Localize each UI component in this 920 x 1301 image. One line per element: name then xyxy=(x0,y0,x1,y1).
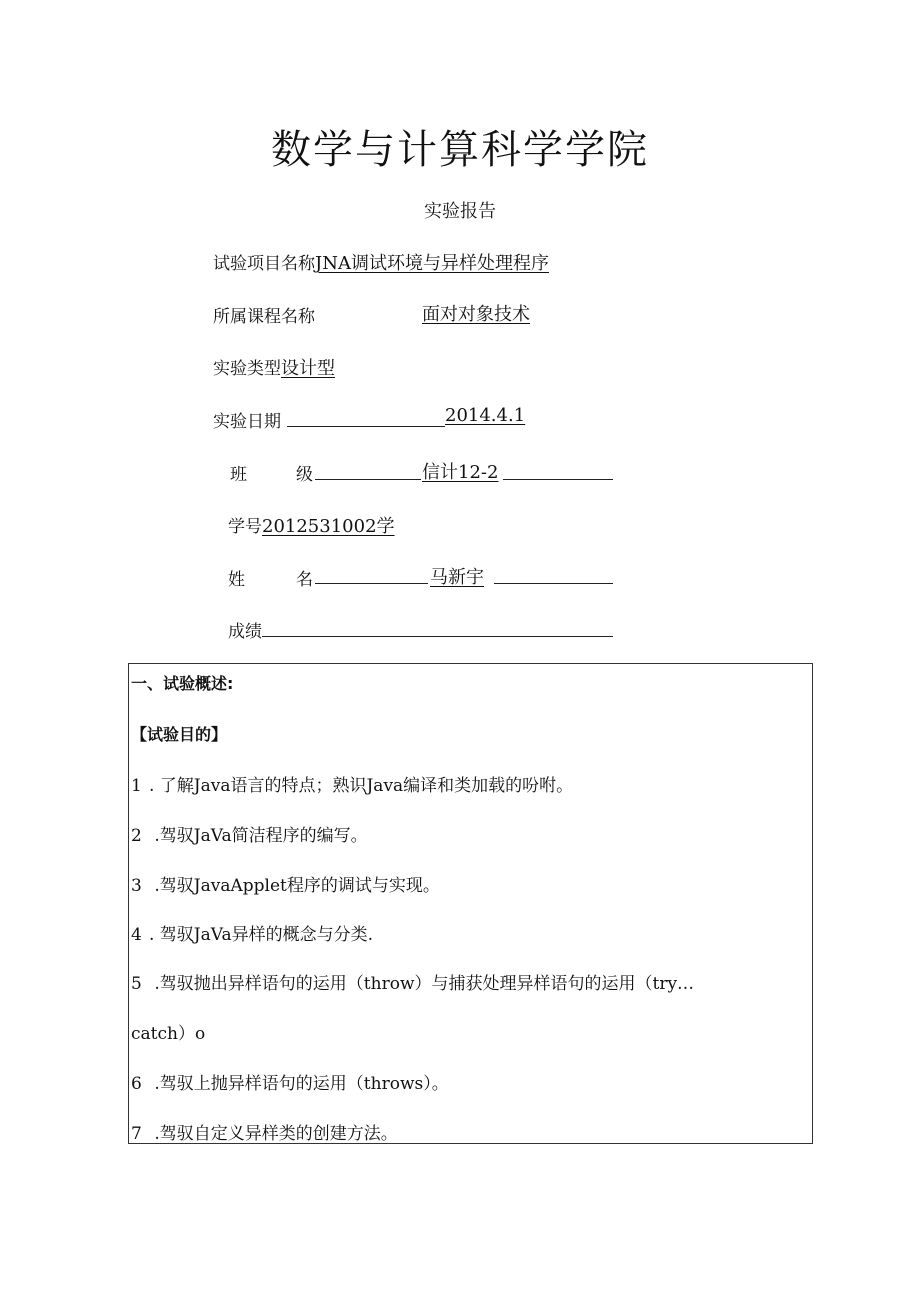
item-number: 2 xyxy=(131,826,142,846)
course-label: 所属课程名称 xyxy=(213,307,315,327)
purpose-item-1 xyxy=(131,771,573,796)
date-label: 实验日期 xyxy=(213,412,281,432)
item-text: .驾驭自定义异样类的创建方法。 xyxy=(149,1124,398,1144)
class-blank-line-left xyxy=(315,479,421,480)
project-label: 试验项目名称 xyxy=(213,254,315,274)
student-id-value: 2012531002 xyxy=(262,516,377,537)
purpose-item-4 xyxy=(131,920,373,945)
purpose-item-5-continued xyxy=(131,1019,205,1044)
item-number: 6 xyxy=(131,1074,142,1094)
item-text: . 驾驭JaVa异样的概念与分类. xyxy=(149,925,374,945)
score-blank-line xyxy=(262,636,613,637)
name-blank-line-left xyxy=(315,583,428,584)
item-number: 1 xyxy=(131,776,142,796)
item-text: . 了解Java语言的特点；熟识Java编译和类加载的吩咐。 xyxy=(149,776,574,796)
purpose-heading: 【试验目的】 xyxy=(131,725,228,744)
name-value: 马新宇 xyxy=(430,567,484,588)
item-number: 7 xyxy=(131,1124,142,1144)
class-label-b: 级 xyxy=(296,465,313,485)
student-id-label: 学号 xyxy=(228,517,262,537)
type-row xyxy=(213,354,335,380)
item-text: .驾驭JavaApplet程序的调试与实现。 xyxy=(149,876,440,896)
purpose-item-7 xyxy=(131,1119,398,1144)
student-id-row xyxy=(228,512,395,538)
date-blank-line xyxy=(287,426,445,427)
item-text: catch）o xyxy=(131,1024,206,1044)
date-value: 2014.4.1 xyxy=(445,405,526,426)
name-label-b: 名 xyxy=(296,570,313,590)
class-label-a: 班 xyxy=(230,465,247,485)
item-text: .驾驭抛出异样语句的运用（throw）与捕获处理异样语句的运用（try… xyxy=(149,974,695,994)
item-number: 5 xyxy=(131,974,142,994)
class-blank-line-right xyxy=(503,479,613,480)
type-label: 实验类型 xyxy=(213,359,281,379)
overview-section-title: 一、试验概述: xyxy=(131,674,234,693)
type-value: 设计型 xyxy=(281,358,335,379)
report-type-subtitle: 实验报告 xyxy=(424,201,496,222)
student-id-suffix: 学 xyxy=(376,516,395,537)
purpose-item-3 xyxy=(131,871,440,896)
purpose-item-6 xyxy=(131,1069,449,1094)
item-number: 3 xyxy=(131,876,142,896)
course-value: 面对对象技术 xyxy=(422,304,530,325)
item-number: 4 xyxy=(131,925,142,945)
overview-box xyxy=(128,663,813,1144)
name-blank-line-right xyxy=(494,583,613,584)
name-label-a: 姓 xyxy=(228,570,245,590)
purpose-item-2 xyxy=(131,821,368,846)
purpose-item-5 xyxy=(131,969,694,994)
institution-title: 数学与计算科学学院 xyxy=(271,127,649,173)
item-text: .驾驭上抛异样语句的运用（throws）。 xyxy=(149,1074,449,1094)
item-text: .驾驭JaVa简洁程序的编写。 xyxy=(149,826,368,846)
project-value: JNA调试环境与异样处理程序 xyxy=(315,253,549,274)
project-row xyxy=(213,249,549,275)
score-label: 成绩 xyxy=(228,622,262,642)
class-value: 信计12-2 xyxy=(422,462,499,483)
